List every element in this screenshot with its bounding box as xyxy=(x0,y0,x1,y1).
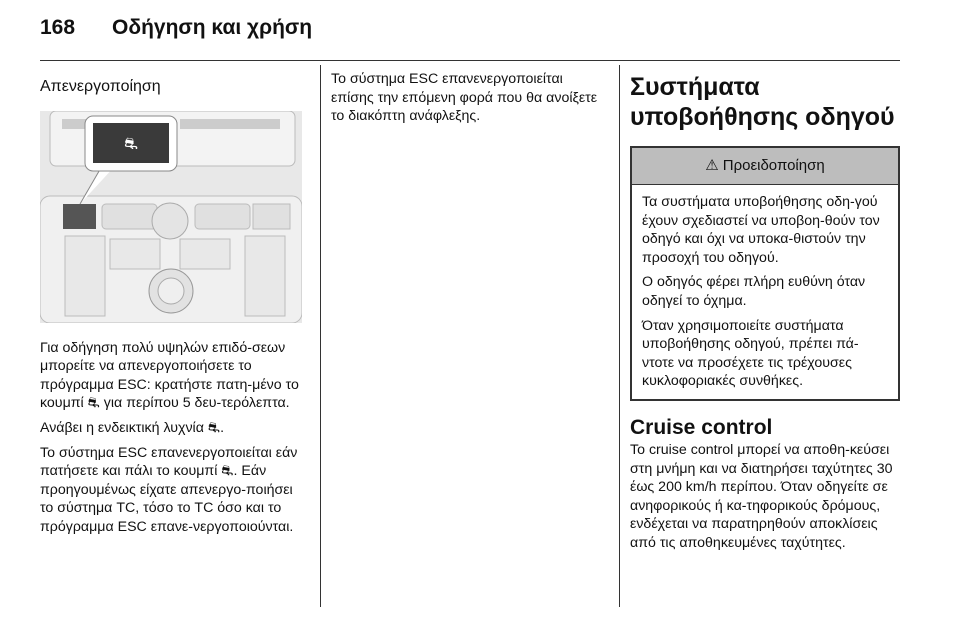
subsection-heading: Cruise control xyxy=(630,415,773,439)
warning-box xyxy=(630,146,900,401)
column-3 xyxy=(630,72,900,559)
column-divider xyxy=(320,65,321,607)
section-heading: Συστήματα υποβοήθησης οδηγού xyxy=(630,73,895,131)
header-rule xyxy=(40,60,900,61)
column-1 xyxy=(40,78,308,543)
warning-title: Προειδοποίηση xyxy=(722,156,825,174)
paragraph: Το σύστημα ESC επανενεργοποιείται εάν πατήσετε και πάλι το κουμπί ⛐. Εάν προηγουμένως είχατε απενεργο-ποιήσει το σύστημα TC, τόσο το TC όσο και το πρόγραμμα ESC επανε-νεργοποιούνται. xyxy=(40,444,298,535)
svg-text:⛐: ⛐ xyxy=(124,135,138,153)
paragraph: Το σύστημα ESC επανενεργοποιείται επίσης την επόμενη φορά που θα ανοίξετε το διακόπτη ανάφλεξης. xyxy=(331,71,598,125)
column-divider xyxy=(619,65,620,607)
warning-icon: ⚠ xyxy=(705,156,719,174)
warning-text: Ο οδηγός φέρει πλήρη ευθύνη όταν οδηγεί το όχημα. xyxy=(642,274,866,309)
column-2 xyxy=(331,70,609,132)
warning-text: Όταν χρησιμοποιείτε συστήματα υποβοήθησης οδηγού, πρέπει πά-ντοτε να προσέχετε τις τρέχουσες κυκλοφοριακές συνθήκες. xyxy=(642,317,859,390)
page-number: 168 xyxy=(40,16,76,39)
esc-button-illustration xyxy=(40,111,302,323)
warning-text: Τα συστήματα υποβοήθησης οδη-γού έχουν σχεδιαστεί να υποβοη-θούν τον οδηγό και όχι να υποκα-θιστούν την προσοχή του οδηγού. xyxy=(642,194,880,266)
paragraph: Το cruise control μπορεί να αποθη-κεύσει στη μνήμη και να διατηρήσει ταχύτητες 30 έως 200 km/h περίπου. Όταν οδηγείτε σε ανηφορικούς ή κα-τηφορικούς δρόμους, ενδέχεται να παρατηρηθούν αποκλίσεις από τις αποθηκευμένες ταχύτητες. xyxy=(630,441,893,551)
section-heading: Απενεργοποίηση xyxy=(40,78,161,95)
chapter-title: Οδήγηση και χρήση xyxy=(112,16,313,39)
paragraph: Ανάβει η ενδεικτική λυχνία ⛐. xyxy=(40,419,225,436)
paragraph: Για οδήγηση πολύ υψηλών επιδό-σεων μπορείτε να απενεργοποιήσετε το πρόγραμμα ESC: κρατήστε πατη-μένο το κουμπί ⛐ για περίπου 5 δευ-τερόλεπτα. xyxy=(40,339,299,412)
